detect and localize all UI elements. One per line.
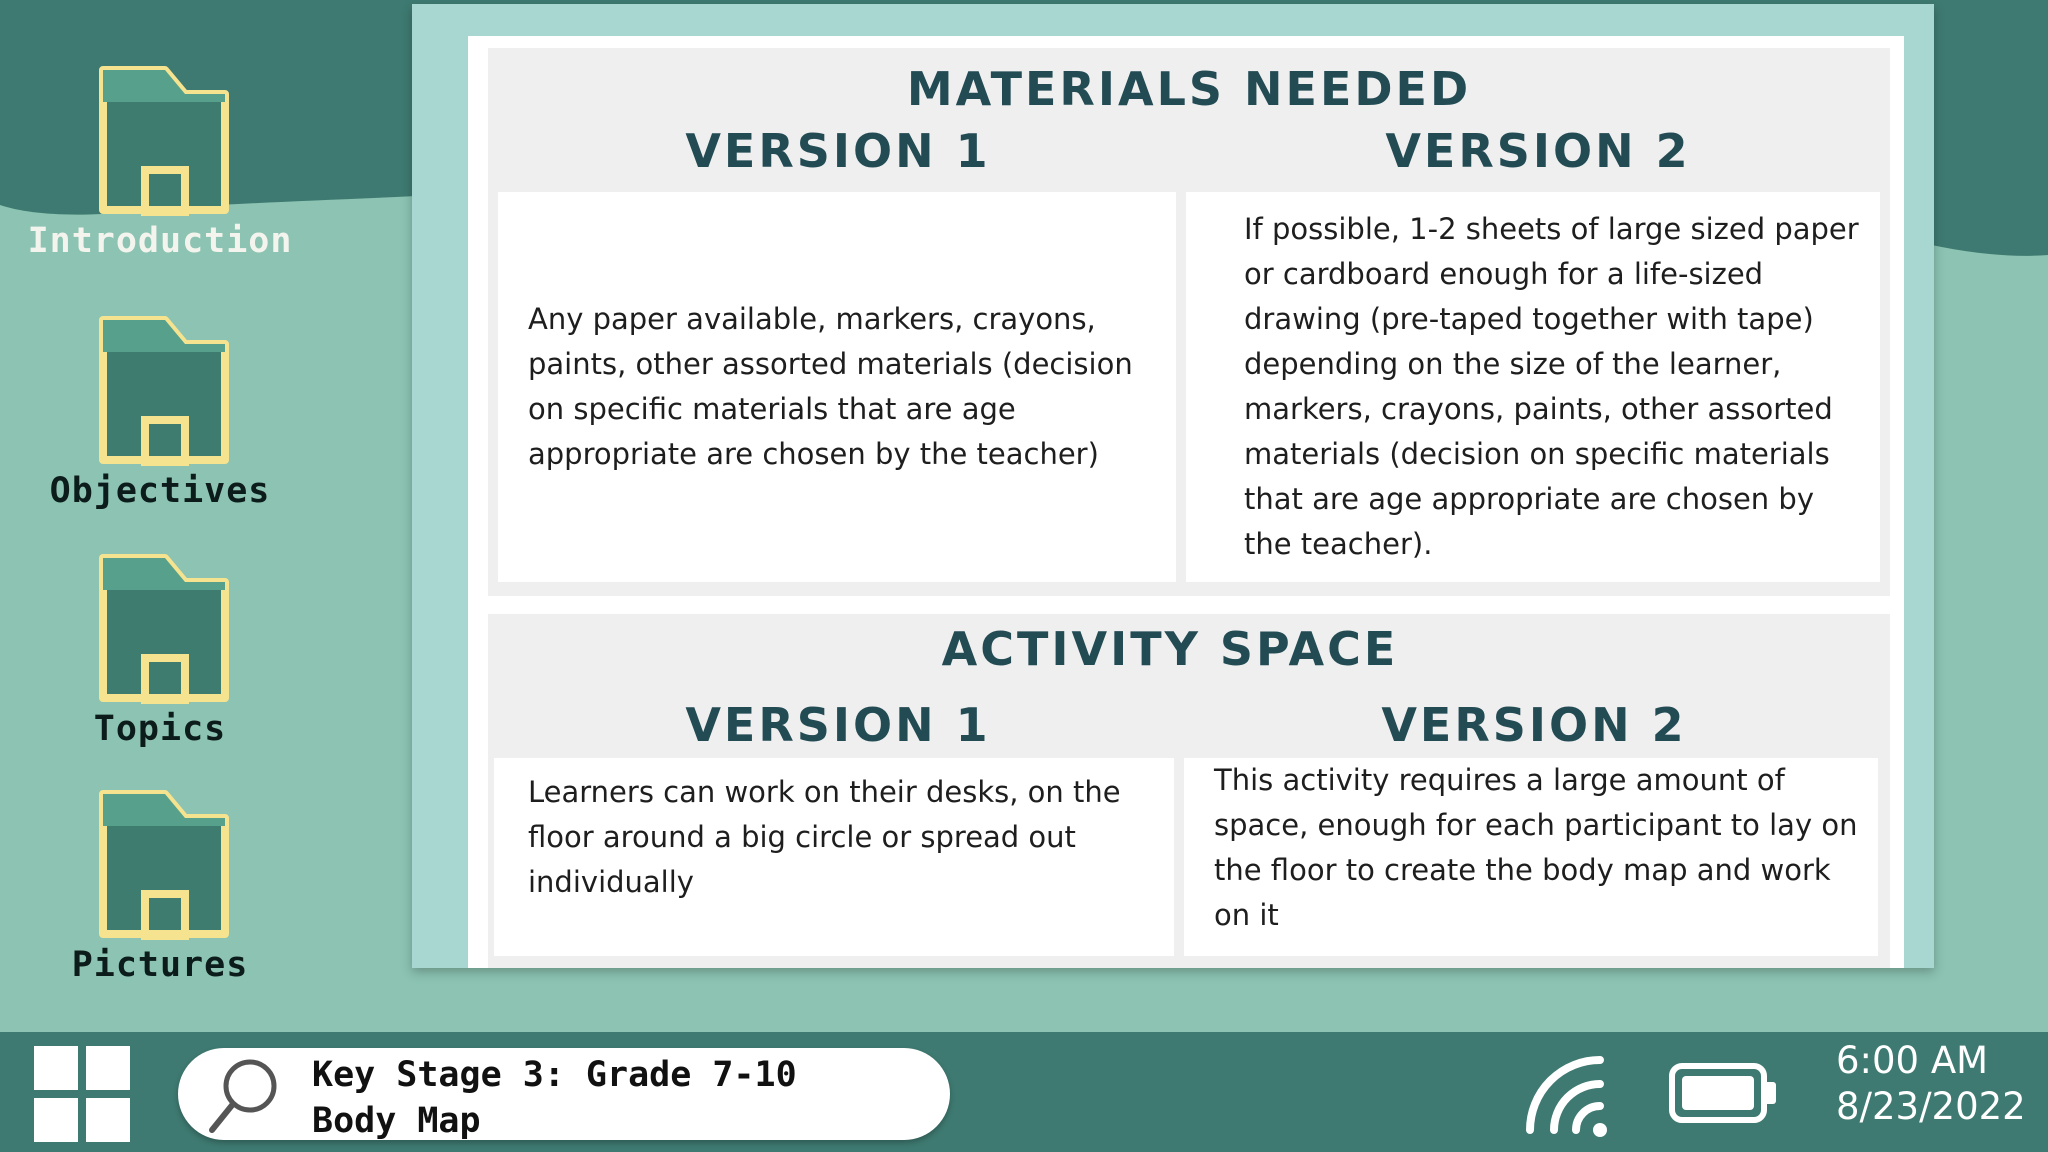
desktop-icon-pictures[interactable] bbox=[10, 786, 310, 985]
materials-version1-text: Any paper available, markers, crayons, paints, other assorted materials (decision on specific materials that are age appropriate are chosen by the teacher) bbox=[528, 302, 1133, 471]
taskbar bbox=[0, 1032, 2048, 1152]
activity-version2-heading: VERSION 2 bbox=[1381, 698, 1687, 752]
activity-version1-box bbox=[494, 758, 1174, 956]
clock-time: 6:00 AM bbox=[1836, 1039, 1989, 1082]
folder-icon bbox=[85, 62, 235, 217]
materials-needed-panel bbox=[488, 48, 1890, 596]
activity-version2-box bbox=[1184, 758, 1878, 956]
desktop-icon-label: Topics bbox=[93, 709, 227, 749]
folder-icon bbox=[85, 550, 235, 705]
search-input-text[interactable] bbox=[312, 1052, 797, 1144]
slide-page bbox=[468, 36, 1904, 968]
desktop-icon-label: Introduction bbox=[27, 221, 293, 261]
search-icon bbox=[206, 1056, 282, 1136]
desktop-icon-label: Pictures bbox=[71, 945, 249, 985]
activity-space-title: ACTIVITY SPACE bbox=[941, 622, 1399, 676]
battery-icon[interactable] bbox=[1668, 1062, 1780, 1124]
wifi-icon[interactable] bbox=[1516, 1046, 1612, 1142]
folder-icon bbox=[85, 312, 235, 467]
folder-icon bbox=[85, 786, 235, 941]
search-text-line2: Body Map bbox=[312, 1101, 481, 1141]
activity-version1-text: Learners can work on their desks, on the floor around a big circle or spread out individually bbox=[528, 775, 1121, 899]
activity-space-panel bbox=[488, 614, 1890, 968]
desktop-icon-objectives[interactable] bbox=[10, 312, 310, 511]
desktop-icon-introduction[interactable] bbox=[10, 62, 310, 261]
materials-version1-box bbox=[498, 192, 1176, 582]
materials-version2-box bbox=[1186, 192, 1880, 582]
materials-needed-title: MATERIALS NEEDED bbox=[906, 62, 1472, 116]
materials-version2-heading: VERSION 2 bbox=[1385, 124, 1691, 178]
activity-version2-text: This activity requires a large amount of space, enough for each participant to lay on the floor to create the body map and work on it bbox=[1214, 763, 1858, 932]
materials-version2-text: If possible, 1-2 sheets of large sized paper or cardboard enough for a life-sized drawing (pre-taped together with tape) depending on the size of the learner, markers, crayons, paints, other assorted materials (decision on specific materials that are age appropriate are chosen by the teacher). bbox=[1244, 212, 1859, 561]
search-text-line1: Key Stage 3: Grade 7-10 bbox=[312, 1055, 797, 1095]
activity-version1-heading: VERSION 1 bbox=[685, 698, 991, 752]
system-clock[interactable] bbox=[1836, 1038, 2026, 1130]
clock-date: 8/23/2022 bbox=[1836, 1085, 2026, 1128]
desktop-icon-topics[interactable] bbox=[10, 550, 310, 749]
windows-start-icon[interactable] bbox=[34, 1046, 132, 1144]
desktop-icon-label: Objectives bbox=[49, 471, 271, 511]
materials-version1-heading: VERSION 1 bbox=[685, 124, 991, 178]
slide-window[interactable] bbox=[412, 4, 1934, 968]
search-bar[interactable] bbox=[178, 1048, 950, 1140]
